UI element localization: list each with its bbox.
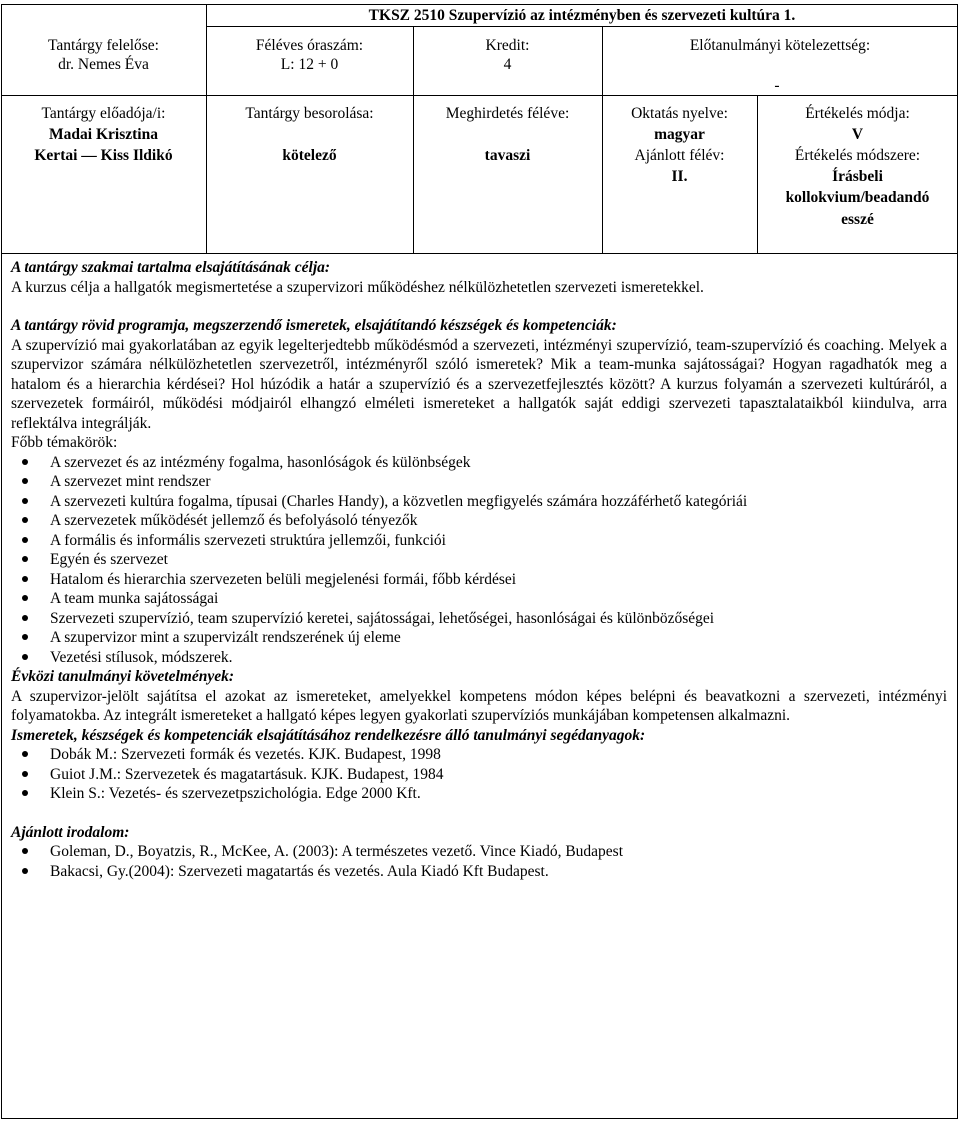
- responsible-name: dr. Nemes Éva: [58, 56, 149, 73]
- evaluation-mode-label: Értékelés módja:: [805, 105, 910, 122]
- grid-line: [1, 253, 958, 254]
- lecturers-label: Tantárgy előadója/i:: [41, 105, 166, 122]
- hours-label: Féléves óraszám:: [255, 37, 364, 54]
- list-item: A szervezet mint rendszer: [11, 472, 947, 492]
- classification-label: Tantárgy besorolása:: [245, 105, 374, 122]
- evaluation-method-value: esszé: [841, 211, 874, 228]
- evaluation-mode-value: V: [851, 126, 864, 143]
- list-item: Szervezeti szupervízió, team szupervízió keretei, sajátosságai, lehetőségei, hasonlóságai és különbözőségei: [11, 609, 947, 629]
- semester-value: tavaszi: [484, 147, 531, 164]
- hours-value: L: 12 + 0: [280, 56, 339, 73]
- credit-label: Kredit:: [485, 37, 530, 54]
- list-item: Bakacsi, Gy.(2004): Szervezeti magatartás és vezetés. Aula Kiadó Kft Budapest.: [11, 862, 947, 882]
- lecturer-name: Madai Krisztina: [49, 126, 158, 143]
- credit-value: 4: [503, 56, 512, 73]
- program-text: A szupervízió mai gyakorlatában az egyik legelterjedtebb működésmód a szervezeti, intézményi szupervízió, team-szupervízió és coaching. Melyek a szupervizor számára nélkülözhetetlen szervezetről, intézményről szóló ismeretek? Mik a team-munka sajátosságai? Hogyan ragadhatók meg a hatalom és a hierarchia kérdései? Hol húzódik a határ a szupervízió és a szervezetfejlesztés között? A kurzus folyamán a szervezeti kultúráról, a szervezetek formáiról, működési módjairól elhangzó elméleti ismereteket a hallgatók saját eddigi szervezeti tapasztalataikból kiindulva, arra reflektálva integrálják.: [11, 336, 947, 432]
- literature-list: [11, 842, 947, 881]
- grid-line: [1, 95, 958, 96]
- goal-heading: A tantárgy szakmai tartalma elsajátításának célja:: [11, 259, 331, 276]
- grid-line: [206, 26, 958, 27]
- classification-value: kötelező: [282, 147, 337, 164]
- list-item: A team munka sajátosságai: [11, 589, 947, 609]
- topics-list: [11, 453, 947, 668]
- list-item: Vezetési stílusok, módszerek.: [11, 648, 947, 668]
- evaluation-method-value: kollokvium/beadandó: [785, 189, 930, 206]
- literature-heading: Ajánlott irodalom:: [11, 823, 130, 841]
- materials-heading: Ismeretek, készségek és kompetenciák elsajátításához rendelkezésre álló tanulmányi segédanyagok:: [11, 726, 646, 744]
- semester-label: Meghirdetés féléve:: [445, 105, 570, 122]
- recommended-semester-value: II.: [671, 168, 688, 185]
- list-item: Dobák M.: Szervezeti formák és vezetés. KJK. Budapest, 1998: [11, 745, 947, 765]
- course-description: [11, 258, 947, 881]
- lecturer-name: Kertai — Kiss Ildikó: [34, 147, 173, 164]
- prereq-label: Előtanulmányi kötelezettség:: [689, 37, 871, 54]
- requirements-heading: Évközi tanulmányi követelmények:: [11, 668, 235, 685]
- language-value: magyar: [654, 126, 705, 143]
- responsible-label: Tantárgy felelőse:: [48, 37, 159, 54]
- list-item: Klein S.: Vezetés- és szervezetpszichológia. Edge 2000 Kft.: [11, 784, 947, 804]
- list-item: A szervezetek működését jellemző és befolyásoló tényezők: [11, 511, 947, 531]
- list-item: A szervezet és az intézmény fogalma, hasonlóságok és különbségek: [11, 453, 947, 473]
- list-item: A szupervizor mint a szupervizált rendszerének új eleme: [11, 628, 947, 648]
- prereq-value: -: [774, 77, 780, 94]
- list-item: A formális és informális szervezeti struktúra jellemzői, funkciói: [11, 531, 947, 551]
- list-item: Goleman, D., Boyatzis, R., McKee, A. (2003): A természetes vezető. Vince Kiadó, Budapest: [11, 842, 947, 862]
- list-item: Egyén és szervezet: [11, 550, 947, 570]
- goal-text: A kurzus célja a hallgatók megismertetése a szupervizori működéshez nélkülözhetetlen szervezeti ismeretekkel.: [11, 278, 704, 296]
- list-item: A szervezeti kultúra fogalma, típusai (Charles Handy), a közvetlen megfigyelés számára hozzáférhető kategóriái: [11, 492, 947, 512]
- topics-label: Főbb témakörök:: [11, 434, 118, 451]
- materials-list: [11, 745, 947, 804]
- course-title: TKSZ 2510 Szupervízió az intézményben és szervezeti kultúra 1.: [368, 7, 796, 24]
- list-item: Hatalom és hierarchia szervezeten belüli megjelenési formái, főbb kérdései: [11, 570, 947, 590]
- evaluation-method-value: Írásbeli: [832, 168, 883, 185]
- evaluation-method-label: Értékelés módszere:: [794, 147, 921, 164]
- recommended-semester-label: Ajánlott félév:: [634, 147, 725, 164]
- requirements-text: A szupervizor-jelölt sajátítsa el azokat az ismereteket, amelyekkel kompetens módon képes belépni és beavatkozni a szervezeti, intézményi folyamatokba. Az integrált ismereteket a hallgató képes legyen gyakorlati szupervíziós munkájában kompetensen alkalmazni.: [11, 687, 947, 724]
- program-heading: A tantárgy rövid programja, megszerzendő ismeretek, elsajátítandó készségek és kompetenciák:: [11, 317, 617, 334]
- language-label: Oktatás nyelve:: [631, 105, 728, 122]
- list-item: Guiot J.M.: Szervezetek és magatartásuk. KJK. Budapest, 1984: [11, 765, 947, 785]
